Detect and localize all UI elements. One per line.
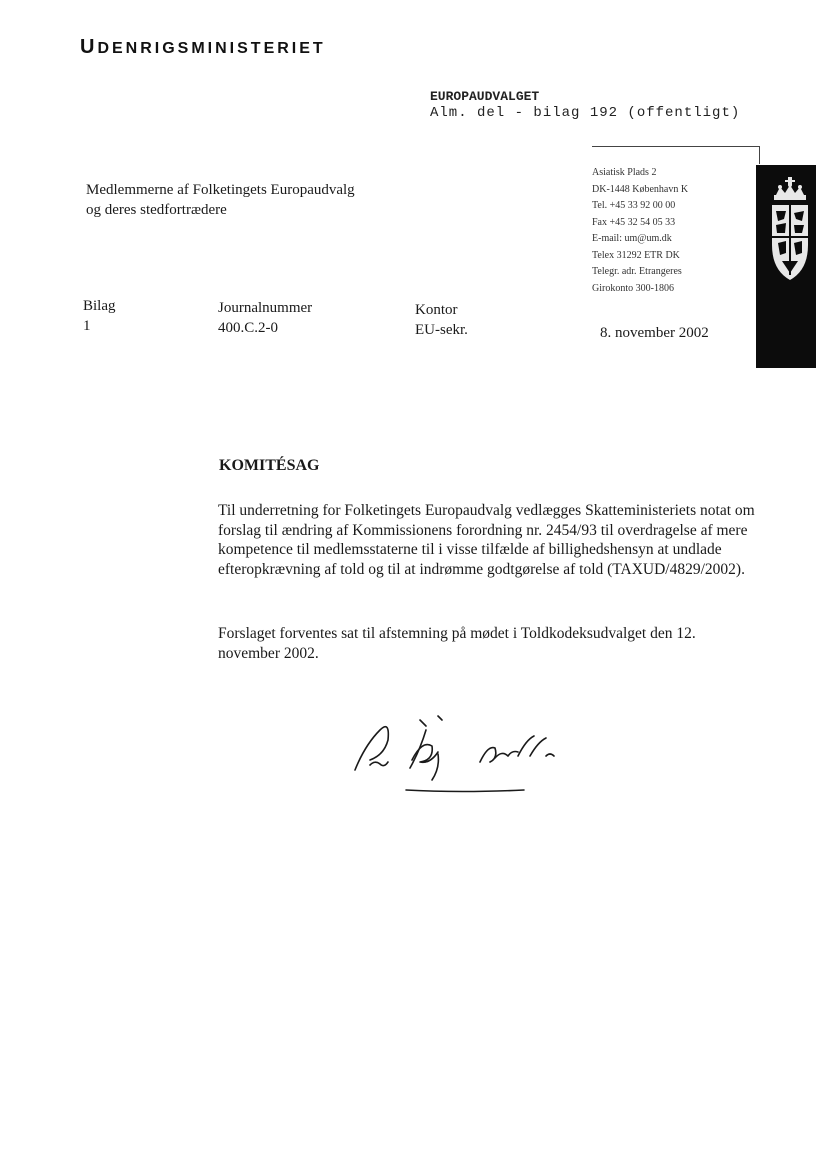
address-rule-tick [759, 146, 760, 164]
address-line: Telegr. adr. Etrangeres [592, 266, 682, 277]
recipient-block [86, 180, 355, 220]
stamp-reference: Alm. del - bilag 192 (offentligt) [430, 105, 741, 121]
bilag-field [83, 296, 116, 336]
coat-of-arms-icon [768, 175, 812, 285]
subject-heading: KOMITÉSAG [219, 457, 320, 474]
kontor-label: Kontor [415, 302, 458, 318]
address-line: Tel. +45 33 92 00 00 [592, 200, 676, 211]
ministry-name-rest: DENRIGSMINISTERIET [97, 40, 326, 57]
committee-stamp [430, 89, 740, 121]
address-line: Girokonto 300-1806 [592, 282, 674, 294]
journal-field [218, 298, 312, 338]
body-paragraph-1: Til underretning for Folketingets Europaudvalg vedlægges Skatteministeriets notat om forslag til ændring af Kommissionens forordning nr. 2454/93 til overdragelse af mere kompetence til medlemsstaterne til i visse tilfælde af billighedshensyn at undlade efteropkrævning af told og til at indrømme godtgørelse af told (TAXUD/4829/2002). [218, 502, 755, 578]
journal-label: Journalnummer [218, 300, 313, 316]
ministry-name [80, 36, 326, 59]
journal-value: 400.C.2-0 [218, 320, 278, 336]
recipient-line: og deres stedfortrædere [86, 202, 227, 218]
ministry-name-initial: U [80, 36, 98, 58]
address-line: E-mail: um@um.dk [592, 233, 672, 244]
kontor-value: EU-sekr. [415, 322, 468, 338]
address-line: Telex 31292 ETR DK [592, 249, 680, 261]
address-block [592, 165, 688, 297]
bilag-label: Bilag [83, 298, 116, 314]
signature-icon [350, 710, 590, 810]
address-line: DK-1448 København K [592, 183, 689, 195]
address-line: Asiatisk Plads 2 [592, 167, 657, 178]
recipient-line: Medlemmerne af Folketingets Europaudvalg [86, 182, 355, 198]
kontor-field [415, 300, 468, 340]
letter-date: 8. november 2002 [600, 325, 709, 341]
body-paragraph-2: Forslaget forventes sat til afstemning på mødet i Toldkodeksudvalget den 12. november 2002. [218, 625, 696, 662]
address-rule [592, 146, 760, 147]
stamp-committee: EUROPAUDVALGET [430, 89, 540, 104]
address-line: Fax +45 32 54 05 33 [592, 216, 676, 228]
bilag-value: 1 [83, 318, 91, 334]
